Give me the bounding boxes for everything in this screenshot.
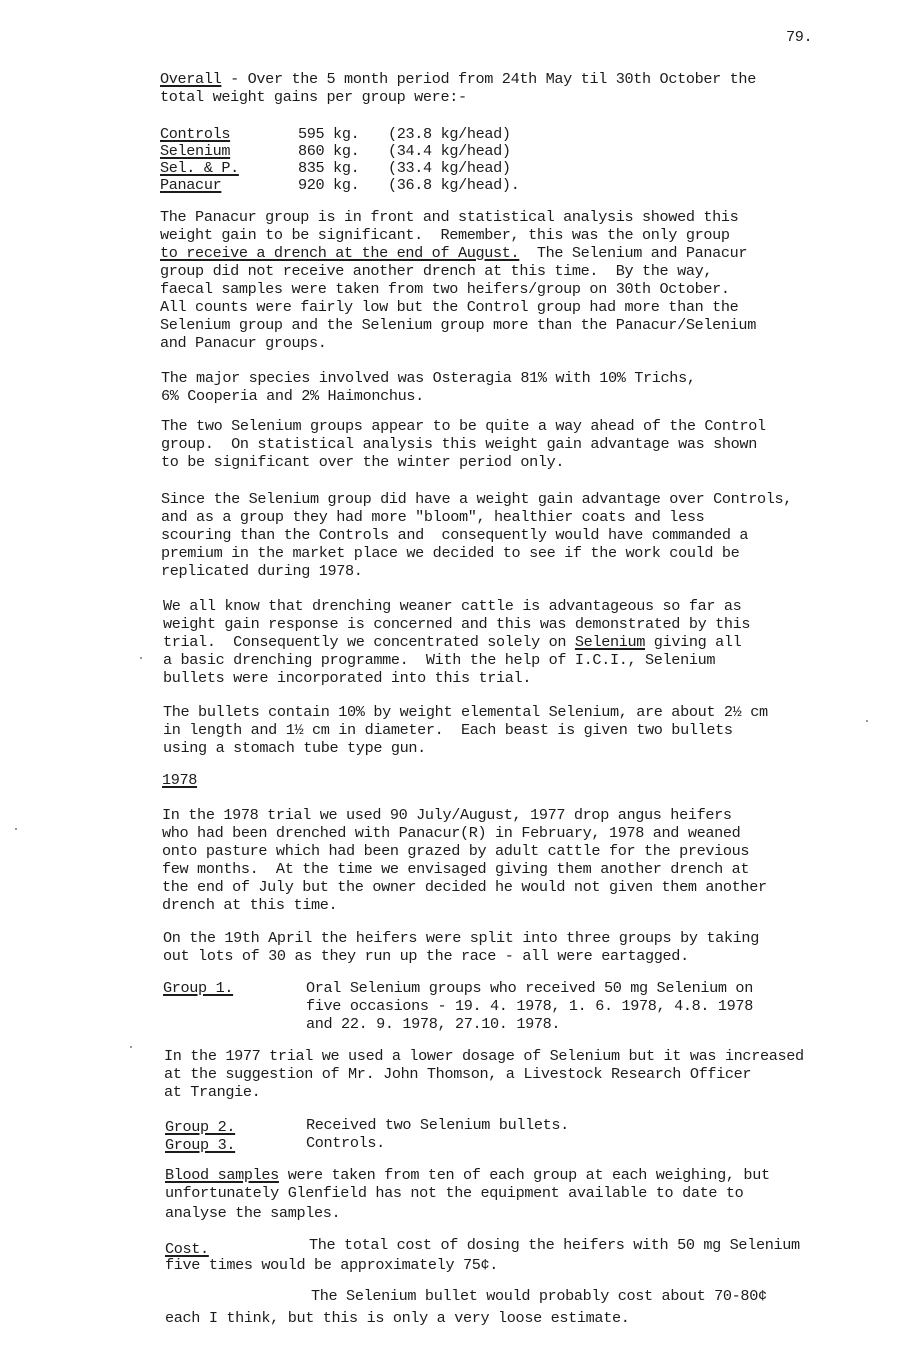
overall-line-1: Overall - Over the 5 month period from 24th May til 30th October the [160, 70, 756, 88]
overall-line-2: total weight gains per group were:- [160, 88, 467, 106]
cost-label: Cost. [165, 1240, 209, 1258]
group-1-label: Group 1. [163, 979, 234, 997]
weight-per-head: (34.4 kg/head) [388, 142, 511, 160]
overall-label: Overall [160, 70, 222, 88]
group-3-label: Group 3. [165, 1136, 236, 1154]
document-page: 79. Overall - Over the 5 month period from 24th May til 30th October the total weight gains per group were:- Controls 595 kg. (23.8 kg/head) Selenium 860 kg. (34.4 kg/head) Sel. & P. 835 kg. (33.4 kg/head) Panacur 920 kg. (36.8 kg/head). The Panacur group is in front and statistical analysis showed this weight gain to be significant. Remember, this was the only group to receive a drench at the end of August. The Selenium and Panacur group did not receive another drench at this time. By the way, faecal samples were taken from two heifers/group on 30th October. All counts were fairly low but the Control group had more than the Selenium group and the Selenium group more than the Panacur/Selenium and Panacur groups. The major species involved was Osteragia 81% with 10% Trichs, 6% Cooperia and 2% Haimonchus. The two Selenium groups appear to be quite a way ahead of the Control group. On statistical analysis this weight gain advantage was shown to be significant over the winter period only. Since the Selenium group did have a weight gain advantage over Controls, and as a group they had more "bloom", healthier coats and less scouring than the Controls and consequently would have commanded a premium in the market place we decided to see if the work could be replicated during 1978. We all know that drenching weaner cattle is advantageous so far as weight gain response is concerned and this was demonstrated by this trial. Consequently we concentrated solely on Selenium giving all a basic drenching programme. With the help of I.C.I., Selenium bullets were incorporated into this trial. The bullets contain 10% by weight elemental Selenium, are about 2½ cm in length and 1½ cm in diameter. Each beast is given two bullets using a stomach tube type gun. 1978 In the 1978 trial we used 90 July/August, 1977 drop angus heifers who had been drenched with Panacur(R) in February, 1978 and weaned onto pasture which had been grazed by adult cattle for the previous few months. At the time we envisaged giving them another drench at the end of July but the owner decided he would not given them another drench at this time. On the 19th April the heifers were split into three groups by taking out lots of 30 as they run up the race - all were eartagged. Group 1. Oral Selenium groups who received 50 mg Selenium on five occasions - 19. 4. 1978, 1. 6. 1978, 4.8. 1978 and 22. 9. 1978, 27.10. 1978. In the 1977 trial we used a lower dosage of Selenium but it was increased at the suggestion of Mr. John Thomson, a Livestock Research Officer at Trangie. Group 2. Received two Selenium bullets. Group 3. Controls. Blood samples were taken from ten of each group at each weighing, but unfortunately Glenfield has not the equipment available to date to analyse the samples. Cost. The total cost of dosing the heifers with 50 mg Selenium five times would be approximately 75¢. The Selenium bullet would probably cost about 70-80¢ each I think, but this is only a very loose estimate. [0, 0, 900, 1345]
weight-per-head: (36.8 kg/head). [388, 176, 520, 194]
weight-per-head: (33.4 kg/head) [388, 159, 511, 177]
scan-speck [15, 828, 17, 830]
emphasis-underline: Selenium [574, 633, 646, 651]
emphasis-underline: to receive a drench at the end of August. [160, 244, 520, 262]
scan-speck [130, 1046, 132, 1048]
group-name: Panacur [160, 176, 222, 194]
group-name: Controls [160, 125, 231, 143]
section-heading-1978: 1978 [162, 771, 198, 789]
total-weight: 860 kg. [298, 142, 360, 160]
total-weight: 835 kg. [298, 159, 360, 177]
group-name: Sel. & P. [160, 159, 239, 177]
weight-per-head: (23.8 kg/head) [388, 125, 511, 143]
scan-speck [140, 657, 142, 659]
group-name: Selenium [160, 142, 231, 160]
page-number: 79. [786, 28, 813, 46]
total-weight: 920 kg. [298, 176, 360, 194]
scan-speck [866, 720, 868, 722]
group-2-label: Group 2. [165, 1118, 236, 1136]
total-weight: 595 kg. [298, 125, 360, 143]
